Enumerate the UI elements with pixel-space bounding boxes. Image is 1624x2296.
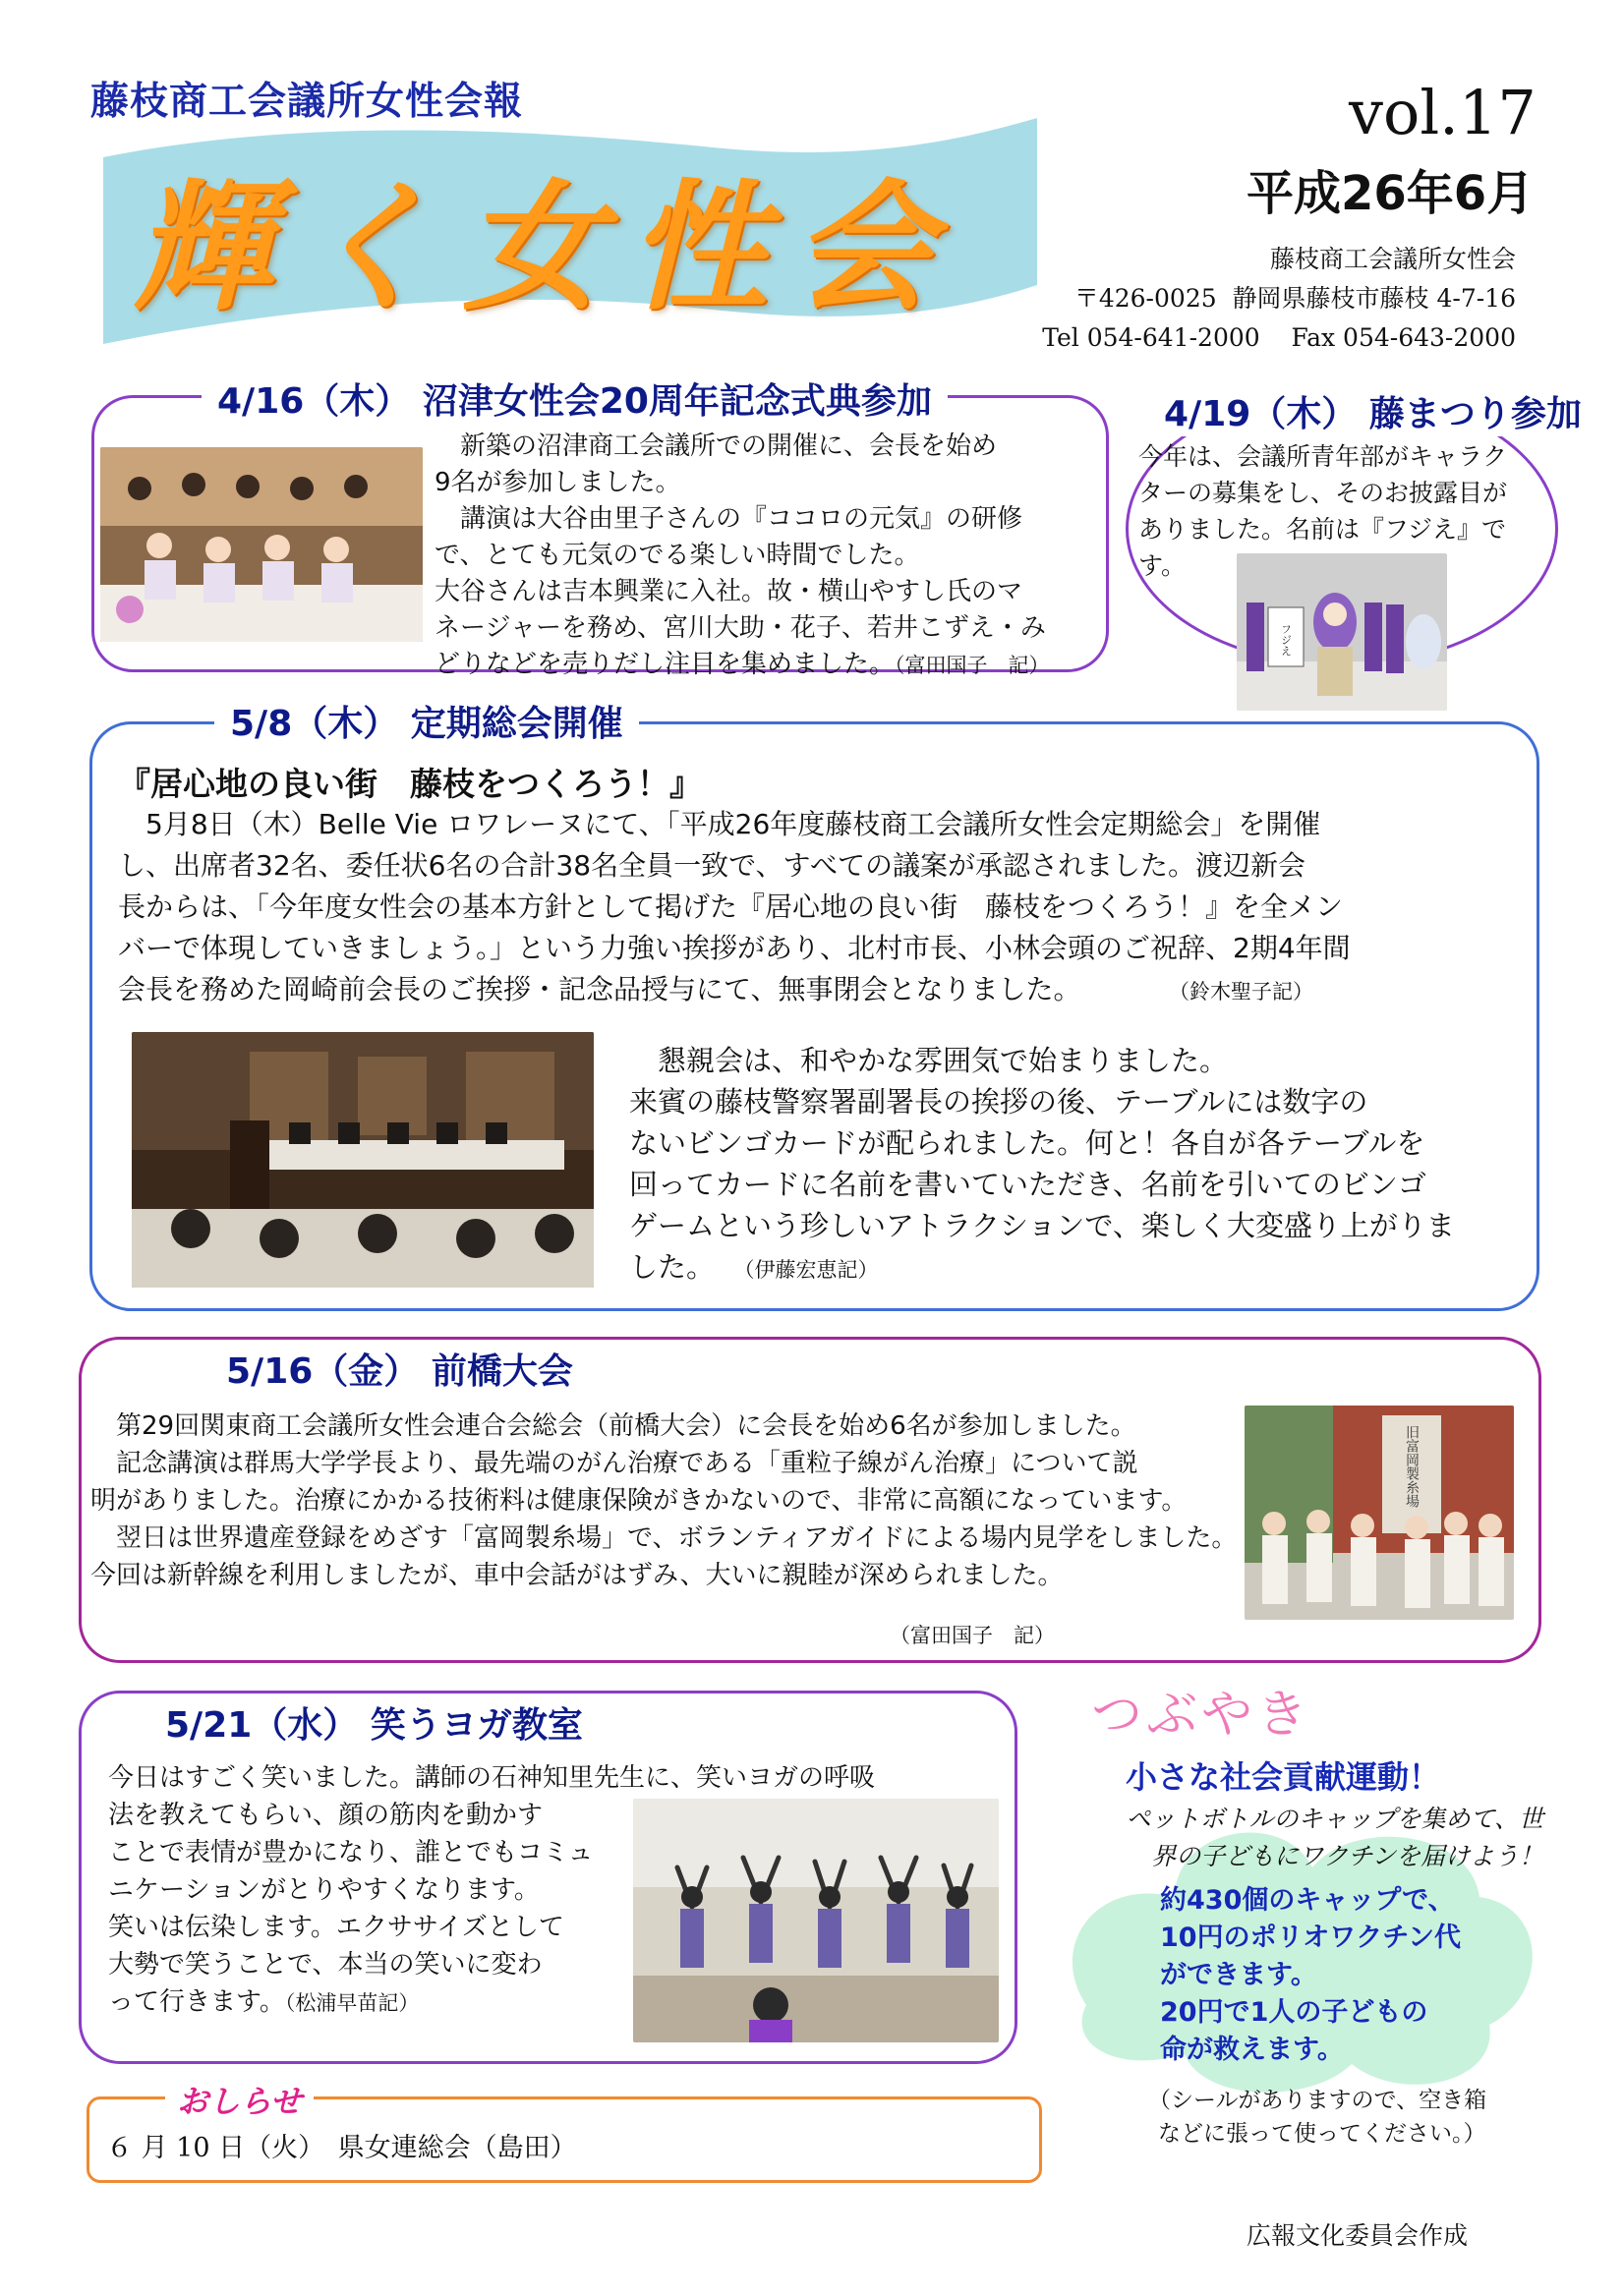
newsletter-subtitle: 藤枝商工会議所女性会報 — [90, 80, 524, 124]
text-line: ターの募集をし、そのお披露目が — [1138, 479, 1508, 507]
yoga-section-heading: 5/21（水） 笑うヨガ教室 — [165, 1705, 583, 1746]
text-line: ネージャーを務め、宮川大助・花子、若井こずえ・み — [435, 613, 1046, 643]
laughter-yoga-photo — [633, 1799, 999, 2042]
article-credit: （富田国子 記） — [895, 654, 1050, 677]
volume-number: vol.17 — [1349, 77, 1537, 148]
newsletter-title: 輝く女性会 — [133, 167, 958, 329]
text-line: 大谷さんは吉本興業に入社。故・横山やすし氏のマ — [435, 577, 1023, 606]
notice-text: ６ 月 10 日（火） 県女連総会（島田） — [106, 2133, 577, 2163]
text-line — [629, 1246, 1514, 1291]
maebashi-article-text — [90, 1407, 1250, 1594]
tsubuyaki-body — [1160, 1882, 1461, 2069]
text-line: 会長を務めた岡崎前会長のご挨拶・記念品授与にて、無事閉会となりました。 — [118, 973, 1081, 1005]
tsubuyaki-body-line: 10円のポリオワクチン代 — [1160, 1923, 1461, 1953]
general-meeting-heading: 5/8（木） 定期総会開催 — [214, 696, 639, 746]
editor-credit: 広報文化委員会作成 — [1247, 2221, 1469, 2250]
organization-info — [1042, 240, 1516, 358]
tsubuyaki-note-line: などに張って使ってください。） — [1158, 2121, 1486, 2147]
organization-name: 藤枝商工会議所女性会 — [1269, 245, 1516, 273]
tsubuyaki-note-line: （シールがありますので、空き箱 — [1148, 2088, 1487, 2113]
text-line: し、出席者32名、委任状6名の合計38名全員一致で、すべての議案が承認されました。渡辺新会 — [118, 849, 1305, 882]
text-line: 翌日は世界遺産登録をめざす「富岡製糸場」で、ボランティアガイドによる場内見学をしました。 — [90, 1523, 1238, 1553]
tsubuyaki-note — [1148, 2084, 1486, 2151]
text-line: 今日はすごく笑いました。講師の石神知里先生に、笑いヨガの呼吸 — [108, 1763, 876, 1793]
tsubuyaki-heading: つぶやき — [1091, 1686, 1312, 1745]
text-line: 大勢で笑うことで、本当の笑いに変わ — [108, 1950, 543, 1980]
text-line: 第29回関東商工会議所女性会連合会総会（前橋大会）に会長を始め6名が参加しました。 — [90, 1411, 1136, 1441]
text-line: した。 — [629, 1250, 716, 1284]
issue-date: 平成26年6月 — [1247, 166, 1535, 221]
general-meeting-text — [118, 804, 1524, 1012]
text-line: 講演は大谷由里子さんの『ココロの元気』の研修 — [435, 504, 1023, 534]
text-line: ニケーションがとりやすくなります。 — [108, 1875, 540, 1905]
article-credit: （松浦早苗記） — [284, 1991, 420, 2015]
tsubuyaki-body-line: 20円で1人の子どもの — [1160, 1997, 1428, 2028]
text-line: 明がありました。治療にかかる技術料は健康保険がきかないので、非常に高額になっています。 — [90, 1486, 1188, 1516]
tsubuyaki-lead — [1081, 1801, 1543, 1875]
text-line — [435, 647, 1103, 684]
text-line: ないビンゴカードが配られました。何と！各自が各テーブルを — [629, 1126, 1425, 1160]
tsubuyaki-lead-line: 界の子どもにワクチンを届けよう！ — [1151, 1842, 1543, 1870]
text-line: って行きます。 — [108, 1987, 285, 2017]
text-line — [118, 969, 1524, 1012]
organization-address: 〒426-0025 静岡県藤枝市藤枝 4-7-16 — [1073, 284, 1516, 313]
text-line: 9名が参加しました。 — [435, 468, 681, 497]
text-line: どりなどを売りだし注目を集めました。 — [435, 650, 896, 679]
fuji-section-heading: 4/19（木） 藤まつり参加 — [1148, 386, 1597, 436]
organization-contact: Tel 054-641-2000 Fax 054-643-2000 — [1042, 323, 1516, 352]
text-line: 5月8日（木）Belle Vie ロワレーヌにて、「平成26年度藤枝商工会議所女性会定期総会」を開催 — [118, 808, 1321, 840]
text-line: 新築の沼津商工会議所での開催に、会長を始め — [435, 431, 998, 461]
tsubuyaki-body-line: ができます。 — [1160, 1960, 1317, 1990]
party-article-text — [629, 1040, 1514, 1291]
text-line: 長からは、「今年度女性会の基本方針として掲げた『居心地の良い街 藤枝をつくろう！』を全メン — [118, 890, 1344, 923]
text-line: ゲームという珍しいアトラクションで、楽しく大変盛り上がりま — [629, 1209, 1455, 1242]
tsubuyaki-body-line: 命が救えます。 — [1160, 2035, 1344, 2065]
tsubuyaki-title: 小さな社会貢献運動！ — [1126, 1758, 1441, 1796]
tsubuyaki-body-line: 約430個のキャップで、 — [1160, 1885, 1455, 1916]
meeting-slogan: 『居心地の良い街 藤枝をつくろう！』 — [118, 765, 702, 803]
article-credit: （伊藤宏恵記） — [744, 1258, 879, 1282]
numazu-article-text — [435, 429, 1103, 684]
text-line: ありました。名前は『フジえ』です。 — [1138, 515, 1507, 580]
maebashi-section-heading: 5/16（金） 前橋大会 — [226, 1351, 573, 1392]
meeting-hall-photo — [132, 1032, 594, 1288]
mascot-sign-label: フジえ — [1279, 623, 1293, 657]
article-credit: （鈴木聖子記） — [1179, 980, 1313, 1004]
notice-heading: おしらせ — [165, 2077, 314, 2122]
text-line: 来賓の藤枝警察署副署長の挨拶の後、テーブルには数字の — [629, 1085, 1368, 1119]
fujie-mascot-photo — [1237, 553, 1447, 711]
text-line: 法を教えてもらい、顔の筋肉を動かす — [108, 1801, 544, 1830]
numazu-section-heading: 4/16（木） 沼津女性会20周年記念式典参加 — [202, 373, 948, 424]
numazu-group-photo — [100, 447, 423, 642]
tsubuyaki-lead-line: ペットボトルのキャップを集めて、世 — [1126, 1805, 1543, 1833]
text-line: で、とても元気のでる楽しい時間でした。 — [435, 541, 920, 570]
text-line: 笑いは伝染します。エクササイズとして — [108, 1913, 564, 1942]
text-line: 今年は、会議所青年部がキャラク — [1138, 442, 1508, 471]
article-credit: （富田国子 記） — [890, 1624, 1055, 1647]
text-line: 回ってカードに名前を書いていただき、名前を引いてのビンゴ — [629, 1168, 1426, 1201]
text-line: 今回は新幹線を利用しましたが、車中会話がはずみ、大いに親睦が深められました。 — [90, 1561, 1064, 1590]
text-line: 記念講演は群馬大学学長より、最先端のがん治療である「重粒子線がん治療」について説 — [90, 1449, 1138, 1478]
tomioka-mill-photo — [1245, 1406, 1514, 1620]
text-line: 懇親会は、和やかな雰囲気で始まりました。 — [629, 1044, 1229, 1077]
text-line: ことで表情が豊かになり、誰とでもコミュ — [108, 1838, 594, 1867]
mill-sign-label: 旧富岡製糸場 — [1404, 1425, 1420, 1508]
text-line: バーで体現していきましょう。」という力強い挨拶があり、北村市長、小林会頭のご祝辞、2期4年間 — [118, 932, 1351, 964]
